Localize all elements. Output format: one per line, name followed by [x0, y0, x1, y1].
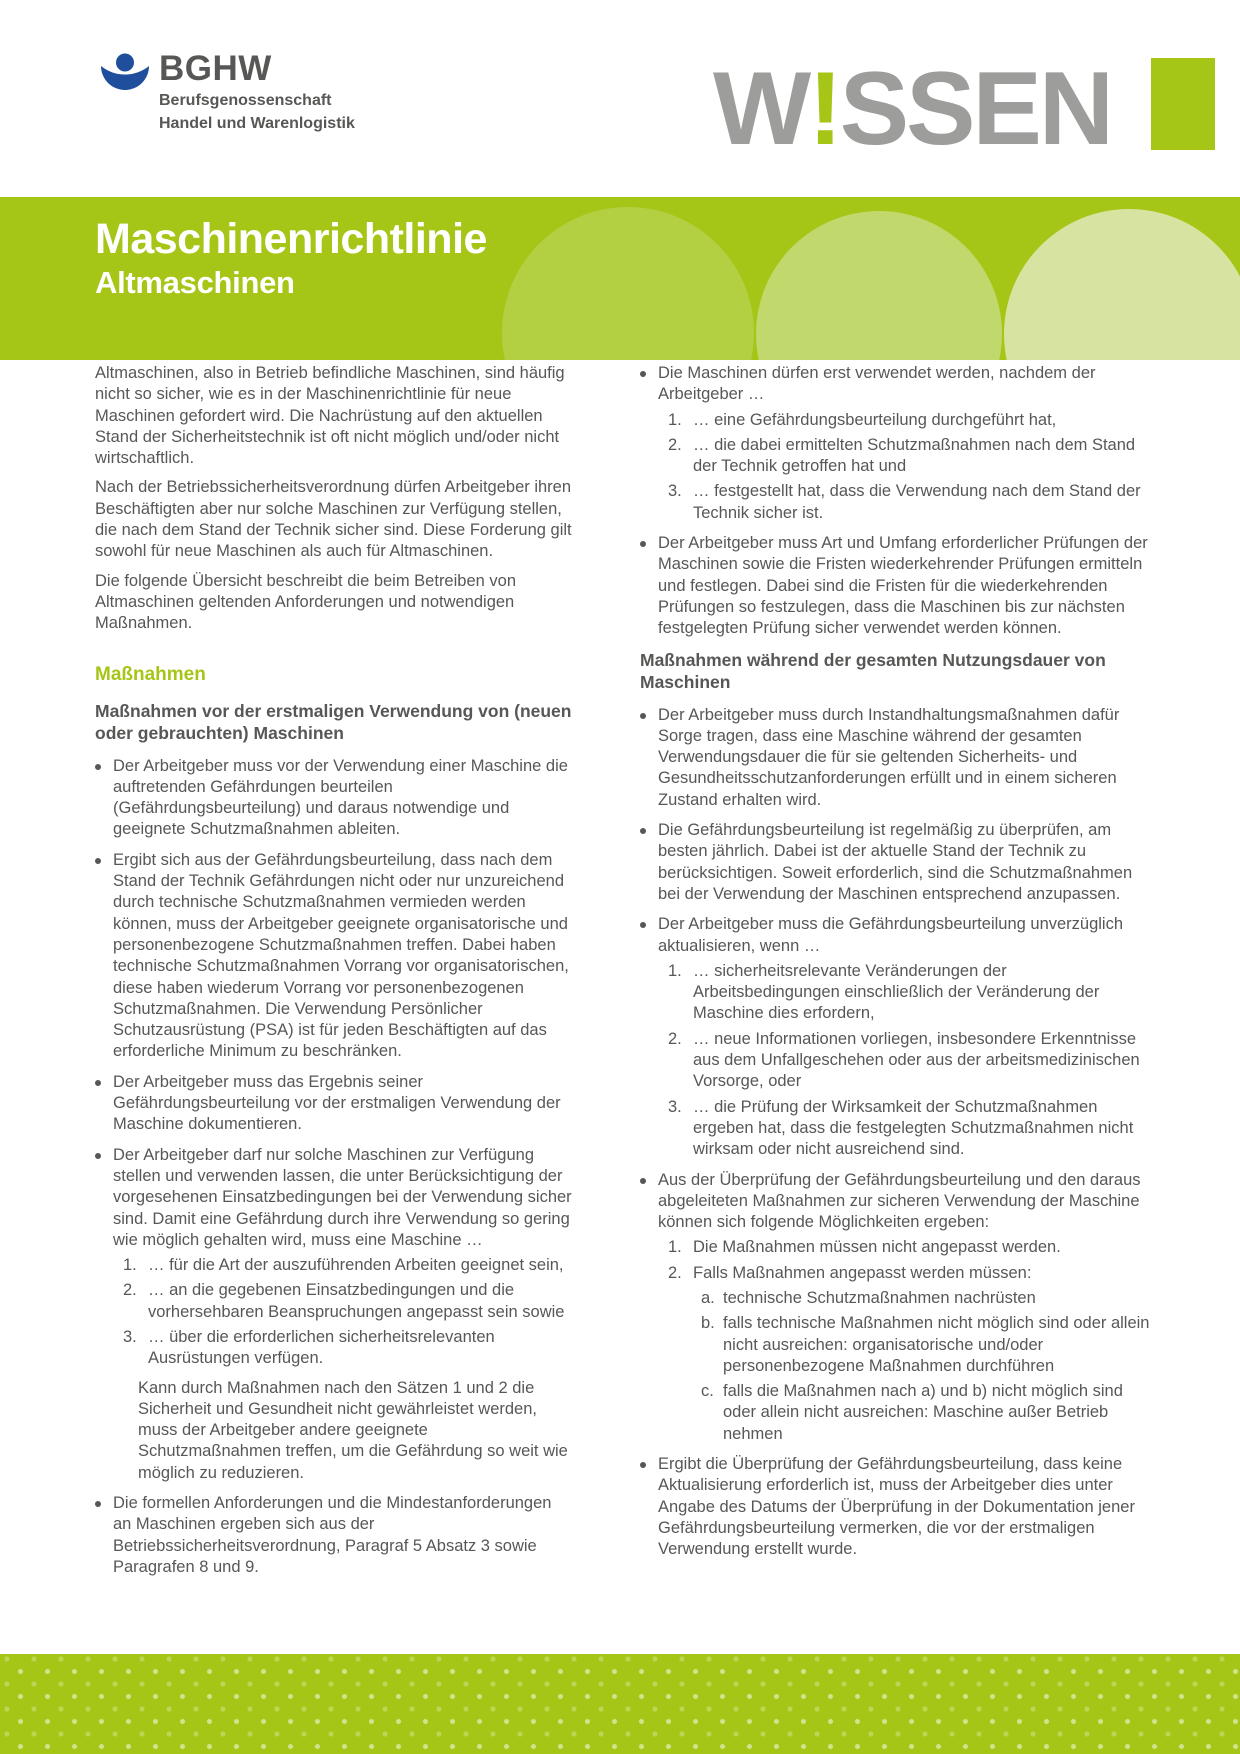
list-item-label: 3.: [668, 1097, 682, 1116]
bullet-text-content: Der Arbeitgeber muss durch Instandhaltungsmaßnahmen dafür Sorge tragen, dass eine Maschine während der gesamten Verwendungsdauer die für sie geltenden Sicherheits- und Gesundheitsschutzanforderungen erfüllt und in einem sicheren Zustand erhalten wird.: [658, 705, 1120, 809]
bullet-text-content: Die Gefährdungsbeurteilung ist regelmäßig zu überprüfen, am besten jährlich. Dabei ist der aktuelle Stand der Technik zu berücksichtigen. Soweit erforderlich, sind die Schutzmaßnahmen bei der Verwendung der Maschinen entsprechend anzupassen.: [658, 821, 1133, 903]
banner-circle-1: [502, 207, 754, 360]
bullet-item: [640, 705, 1157, 811]
list-item-label: 1.: [668, 961, 682, 980]
bghw-subline-1: Berufsgenossenschaft: [159, 92, 332, 109]
bullet-text: [658, 1454, 1157, 1560]
bullet-text: [658, 533, 1157, 639]
column-gap: [572, 363, 640, 1652]
list-item-text: [693, 961, 1157, 1025]
bullet-dot: [640, 541, 646, 547]
list-item: [701, 1381, 1157, 1445]
bullet-item: [640, 914, 1157, 1160]
bullet-text: [113, 756, 572, 841]
bullet-item: [95, 1072, 572, 1136]
list-item-text-content: … festgestellt hat, dass die Verwendung nach dem Stand der Technik sicher ist.: [693, 482, 1141, 522]
list-item-label: 2.: [668, 1263, 682, 1282]
bullet-text-content: Aus der Überprüfung der Gefährdungsbeurteilung und den daraus abgeleiteten Maßnahmen zur sicheren Verwendung der Maschine können sich folgende Möglichkeiten ergeben:: [658, 1170, 1141, 1232]
sub-heading: Maßnahmen während der gesamten Nutzungsdauer von Maschinen: [640, 649, 1106, 692]
left-column: [95, 363, 572, 1652]
bullet-icon: [640, 1170, 658, 1446]
list-item: [668, 435, 1157, 478]
bullet-text: [658, 914, 1157, 1160]
list-item-label: 1.: [668, 1238, 682, 1257]
banner-circle-2: [756, 211, 1002, 360]
list-item-text: [693, 410, 1157, 431]
bullet-item: [95, 1145, 572, 1484]
bullet-text: [658, 820, 1157, 905]
banner-text: [95, 215, 487, 301]
list-item-label: a.: [701, 1288, 715, 1307]
bullet-icon: [640, 914, 658, 1160]
list-item-text: [693, 481, 1157, 524]
list-item-text-content: … sicherheitsrelevante Veränderungen der Arbeitsbedingungen einschließlich der Veränderung der Maschine dies erfordern,: [693, 961, 1100, 1023]
bullet-text: [113, 1145, 572, 1484]
list-item-text-content: … für die Art der auszuführenden Arbeiten geeignet sein,: [148, 1256, 564, 1275]
list-item-text: [148, 1255, 572, 1276]
list-item-text: [693, 1263, 1157, 1445]
bullet-dot: [95, 764, 101, 770]
bullet-text: [658, 705, 1157, 811]
list-item: [668, 1029, 1157, 1093]
bullet-text-content: Der Arbeitgeber darf nur solche Maschinen zur Verfügung stellen und verwenden lassen, die unter Berücksichtigung der vorgesehenen Einsatzbedingungen bei der Verwendung sicher sind. Damit eine Gefährdung durch ihre Verwendung so gering wie möglich gehalten wird, muss eine Maschine …: [113, 1145, 572, 1249]
list-item-text: [723, 1381, 1157, 1445]
bullet-item: [95, 850, 572, 1063]
bullet-text: [658, 1170, 1157, 1446]
numbered-list: [658, 1237, 1157, 1445]
list-item-label: 2.: [668, 1029, 682, 1048]
bullet-item: [640, 1454, 1157, 1560]
list-item-text: [723, 1313, 1157, 1377]
list-item-text-content: falls die Maßnahmen nach a) und b) nicht möglich sind oder allein nicht ausreichen: Maschine außer Betrieb nehmen: [723, 1382, 1123, 1443]
wissen-w: W: [712, 51, 809, 167]
bullet-text-content: Die Maschinen dürfen erst verwendet werden, nachdem der Arbeitgeber …: [658, 364, 1096, 404]
list-item: [123, 1280, 572, 1323]
bullet-icon: [640, 363, 658, 524]
bullet-item: [640, 1170, 1157, 1446]
bullet-item: [640, 363, 1157, 524]
list-item-label: 3.: [668, 482, 682, 501]
bullet-text-content: Der Arbeitgeber muss vor der Verwendung einer Maschine die auftretenden Gefährdungen beurteilen (Gefährdungsbeurteilung) und daraus notwendige und geeignete Schutzmaßnahmen ableiten.: [113, 756, 568, 839]
list-item-label: 3.: [123, 1327, 137, 1346]
bullet-dot: [95, 858, 101, 864]
bullet-text: [113, 1493, 572, 1578]
bullet-item: [95, 756, 572, 841]
bullet-text-content: Die formellen Anforderungen und die Mindestanforderungen an Maschinen ergeben sich aus der Betriebssicherheitsverordnung, Paragraf 5 Absatz 3 sowie Paragrafen 8 und 9.: [113, 1494, 552, 1576]
page-title: Maschinenrichtlinie: [95, 215, 487, 263]
bullet-item: [640, 533, 1157, 639]
list-item-label: c.: [701, 1382, 714, 1401]
page-subtitle: Altmaschinen: [95, 265, 295, 300]
paragraph: Altmaschinen, also in Betrieb befindliche Maschinen, sind häufig nicht so sicher, wie es in der Maschinenrichtlinie für neue Maschinen gefordert wird. Die Nachrüstung auf den aktuellen Stand der Sicherheitstechnik ist oft nicht möglich und/oder nicht wirtschaftlich.: [95, 364, 565, 468]
bullet-icon: [95, 1072, 113, 1136]
numbered-list: [658, 961, 1157, 1161]
list-item-text-content: … über die erforderlichen sicherheitsrelevanten Ausrüstungen verfügen.: [148, 1327, 495, 1368]
list-item-text-content: … an die gegebenen Einsatzbedingungen und die vorhersehbaren Beanspruchungen angepasst sein sowie: [148, 1281, 565, 1321]
list-item: [668, 1097, 1157, 1161]
bghw-logo-text: [159, 50, 355, 134]
paragraph: Nach der Betriebssicherheitsverordnung dürfen Arbeitgeber ihren Beschäftigten aber nur solche Maschinen zur Verfügung stellen, die nach dem Stand der Technik sicher sind. Diese Forderung gilt sowohl für neue Maschinen als auch für Altmaschinen.: [95, 478, 572, 561]
bullet-dot: [640, 713, 646, 719]
bullet-item: [95, 1493, 572, 1578]
sub-heading: Maßnahmen vor der erstmaligen Verwendung von (neuen oder gebrauchten) Maschinen: [95, 700, 572, 743]
list-item-label: b.: [701, 1314, 715, 1333]
banner-circle-3: [1004, 209, 1240, 360]
list-item-label: 2.: [668, 435, 682, 454]
bullet-text-content: Der Arbeitgeber muss Art und Umfang erforderlicher Prüfungen der Maschinen sowie die Fristen wiederkehrender Prüfungen ermitteln und festlegen. Dabei sind die Fristen für die wiederkehrenden Prüfungen so festzulegen, dass die Maschinen bis zur nächsten festgelegten Prüfung sicher verwendet werden können.: [658, 534, 1148, 638]
list-item-text: [723, 1288, 1157, 1309]
list-item: [123, 1327, 572, 1370]
list-item: [701, 1288, 1157, 1309]
bullet-dot: [95, 1501, 101, 1507]
page-header: [0, 0, 1240, 197]
wissen-rest: SSEN: [839, 51, 1111, 167]
bullet-item: [640, 820, 1157, 905]
list-item: [701, 1313, 1157, 1377]
bullet-dot: [640, 371, 646, 377]
list-item: [668, 410, 1157, 431]
list-item-text-content: Die Maßnahmen müssen nicht angepasst werden.: [693, 1238, 1061, 1257]
list-item: [668, 1237, 1157, 1258]
list-item-text-content: technische Schutzmaßnahmen nachrüsten: [723, 1288, 1036, 1307]
list-item: [668, 1263, 1157, 1445]
list-item-text-content: … eine Gefährdungsbeurteilung durchgeführt hat,: [693, 410, 1057, 429]
list-item-text: [693, 435, 1157, 478]
bullet-icon: [95, 756, 113, 841]
bullet-dot: [95, 1153, 101, 1159]
list-item-text-content: Falls Maßnahmen angepasst werden müssen:: [693, 1263, 1032, 1282]
list-item-text: [693, 1097, 1157, 1161]
list-item-text-content: … neue Informationen vorliegen, insbesondere Erkenntnisse aus dem Unfallgeschehen oder aus der arbeitsmedizinischen Vorsorge, oder: [693, 1029, 1140, 1091]
wissen-text: [712, 51, 1111, 167]
list-item-label: 2.: [123, 1281, 137, 1300]
numbered-list: [113, 1255, 572, 1369]
bullet-dot: [95, 1080, 101, 1086]
bullet-text: [658, 363, 1157, 524]
bullet-icon: [640, 705, 658, 811]
bullet-dot: [640, 1462, 646, 1468]
footer-dot-band: [0, 1654, 1240, 1754]
lettered-list: [693, 1288, 1157, 1445]
list-item-text: [693, 1237, 1157, 1258]
list-item-text-content: … die Prüfung der Wirksamkeit der Schutzmaßnahmen ergeben hat, dass die festgelegten Schutzmaßnahmen nicht wirksam oder nicht ausreichend sind.: [693, 1097, 1134, 1159]
list-item-text: [148, 1327, 572, 1370]
bullet-dot: [640, 922, 646, 928]
bullet-dot: [640, 1178, 646, 1184]
bghw-protection-icon: [100, 53, 150, 101]
wissen-exclamation: !: [808, 51, 840, 167]
bullet-icon: [640, 820, 658, 905]
bullet-text: [113, 850, 572, 1063]
bullet-text-content: Ergibt sich aus der Gefährdungsbeurteilung, dass nach dem Stand der Technik Gefährdungen nicht oder nur unzureichend durch technische Schutzmaßnahmen vermieden werden können, muss der Arbeitgeber geeignete organisatorische und personenbezogene Schutzmaßnahmen treffen. Dabei haben technische Schutzmaßnahmen Vorrang vor organisatorischen, diese haben wiederum Vorrang vor personenbezogenen Schutzmaßnahmen. Die Verwendung Persönlicher Schutzausrüstung (PSA) ist für jeden Beschäftigten auf das erforderliche Minimum zu beschränken.: [113, 850, 569, 1061]
bullet-text-content: Der Arbeitgeber muss die Gefährdungsbeurteilung unverzüglich aktualisieren, wenn …: [658, 915, 1124, 955]
list-item-text-content: falls technische Maßnahmen nicht möglich sind oder allein nicht ausreichen: organisatorische und/oder personenbezogene Maßnahmen durchführen: [723, 1314, 1150, 1375]
bghw-logo: [100, 50, 355, 134]
list-item-text-content: … die dabei ermittelten Schutzmaßnahmen nach dem Stand der Technik getroffen hat und: [693, 435, 1136, 476]
bullet-icon: [95, 1145, 113, 1484]
bullet-icon: [95, 850, 113, 1063]
list-item-text: [148, 1280, 572, 1323]
list-item: [123, 1255, 572, 1276]
bullet-icon: [640, 1454, 658, 1560]
list-item: [668, 481, 1157, 524]
bullet-dot: [640, 828, 646, 834]
bghw-brand: BGHW: [159, 49, 272, 88]
list-item: [668, 961, 1157, 1025]
wissen-wordmark: [712, 51, 1215, 167]
paragraph: Die folgende Übersicht beschreibt die beim Betreiben von Altmaschinen geltenden Anforderungen und notwendigen Maßnahmen.: [95, 571, 516, 633]
numbered-list: [658, 410, 1157, 524]
continuation-paragraph: Kann durch Maßnahmen nach den Sätzen 1 und 2 die Sicherheit und Gesundheit nicht gewährleistet werden, muss der Arbeitgeber andere geeignete Schutzmaßnahmen treffen, um die Gefährdung so weit wie möglich zu reduzieren.: [138, 1378, 568, 1482]
bullet-text: [113, 1072, 572, 1136]
title-banner: [0, 197, 1240, 360]
right-column: [640, 363, 1157, 1652]
list-item-label: 1.: [668, 410, 682, 429]
main-content: [95, 363, 1157, 1652]
bghw-subline-2: Handel und Warenlogistik: [159, 115, 355, 132]
bullet-text-content: Ergibt die Überprüfung der Gefährdungsbeurteilung, dass keine Aktualisierung erforderlich ist, muss der Arbeitgeber dies unter Angabe des Datums der Überprüfung in der Dokumentation jener Gefährdungsbeurteilung vermerken, die vor der erstmaligen Verwendung erstellt wurde.: [658, 1455, 1135, 1559]
bullet-text-content: Der Arbeitgeber muss das Ergebnis seiner Gefährdungsbeurteilung vor der erstmaligen Verwendung der Maschine dokumentieren.: [113, 1072, 561, 1134]
list-item-text: [693, 1029, 1157, 1093]
wissen-green-square: [1151, 58, 1215, 150]
section-heading: Maßnahmen: [95, 663, 206, 685]
list-item-label: 1.: [123, 1256, 137, 1275]
bullet-icon: [95, 1493, 113, 1578]
bullet-icon: [640, 533, 658, 639]
